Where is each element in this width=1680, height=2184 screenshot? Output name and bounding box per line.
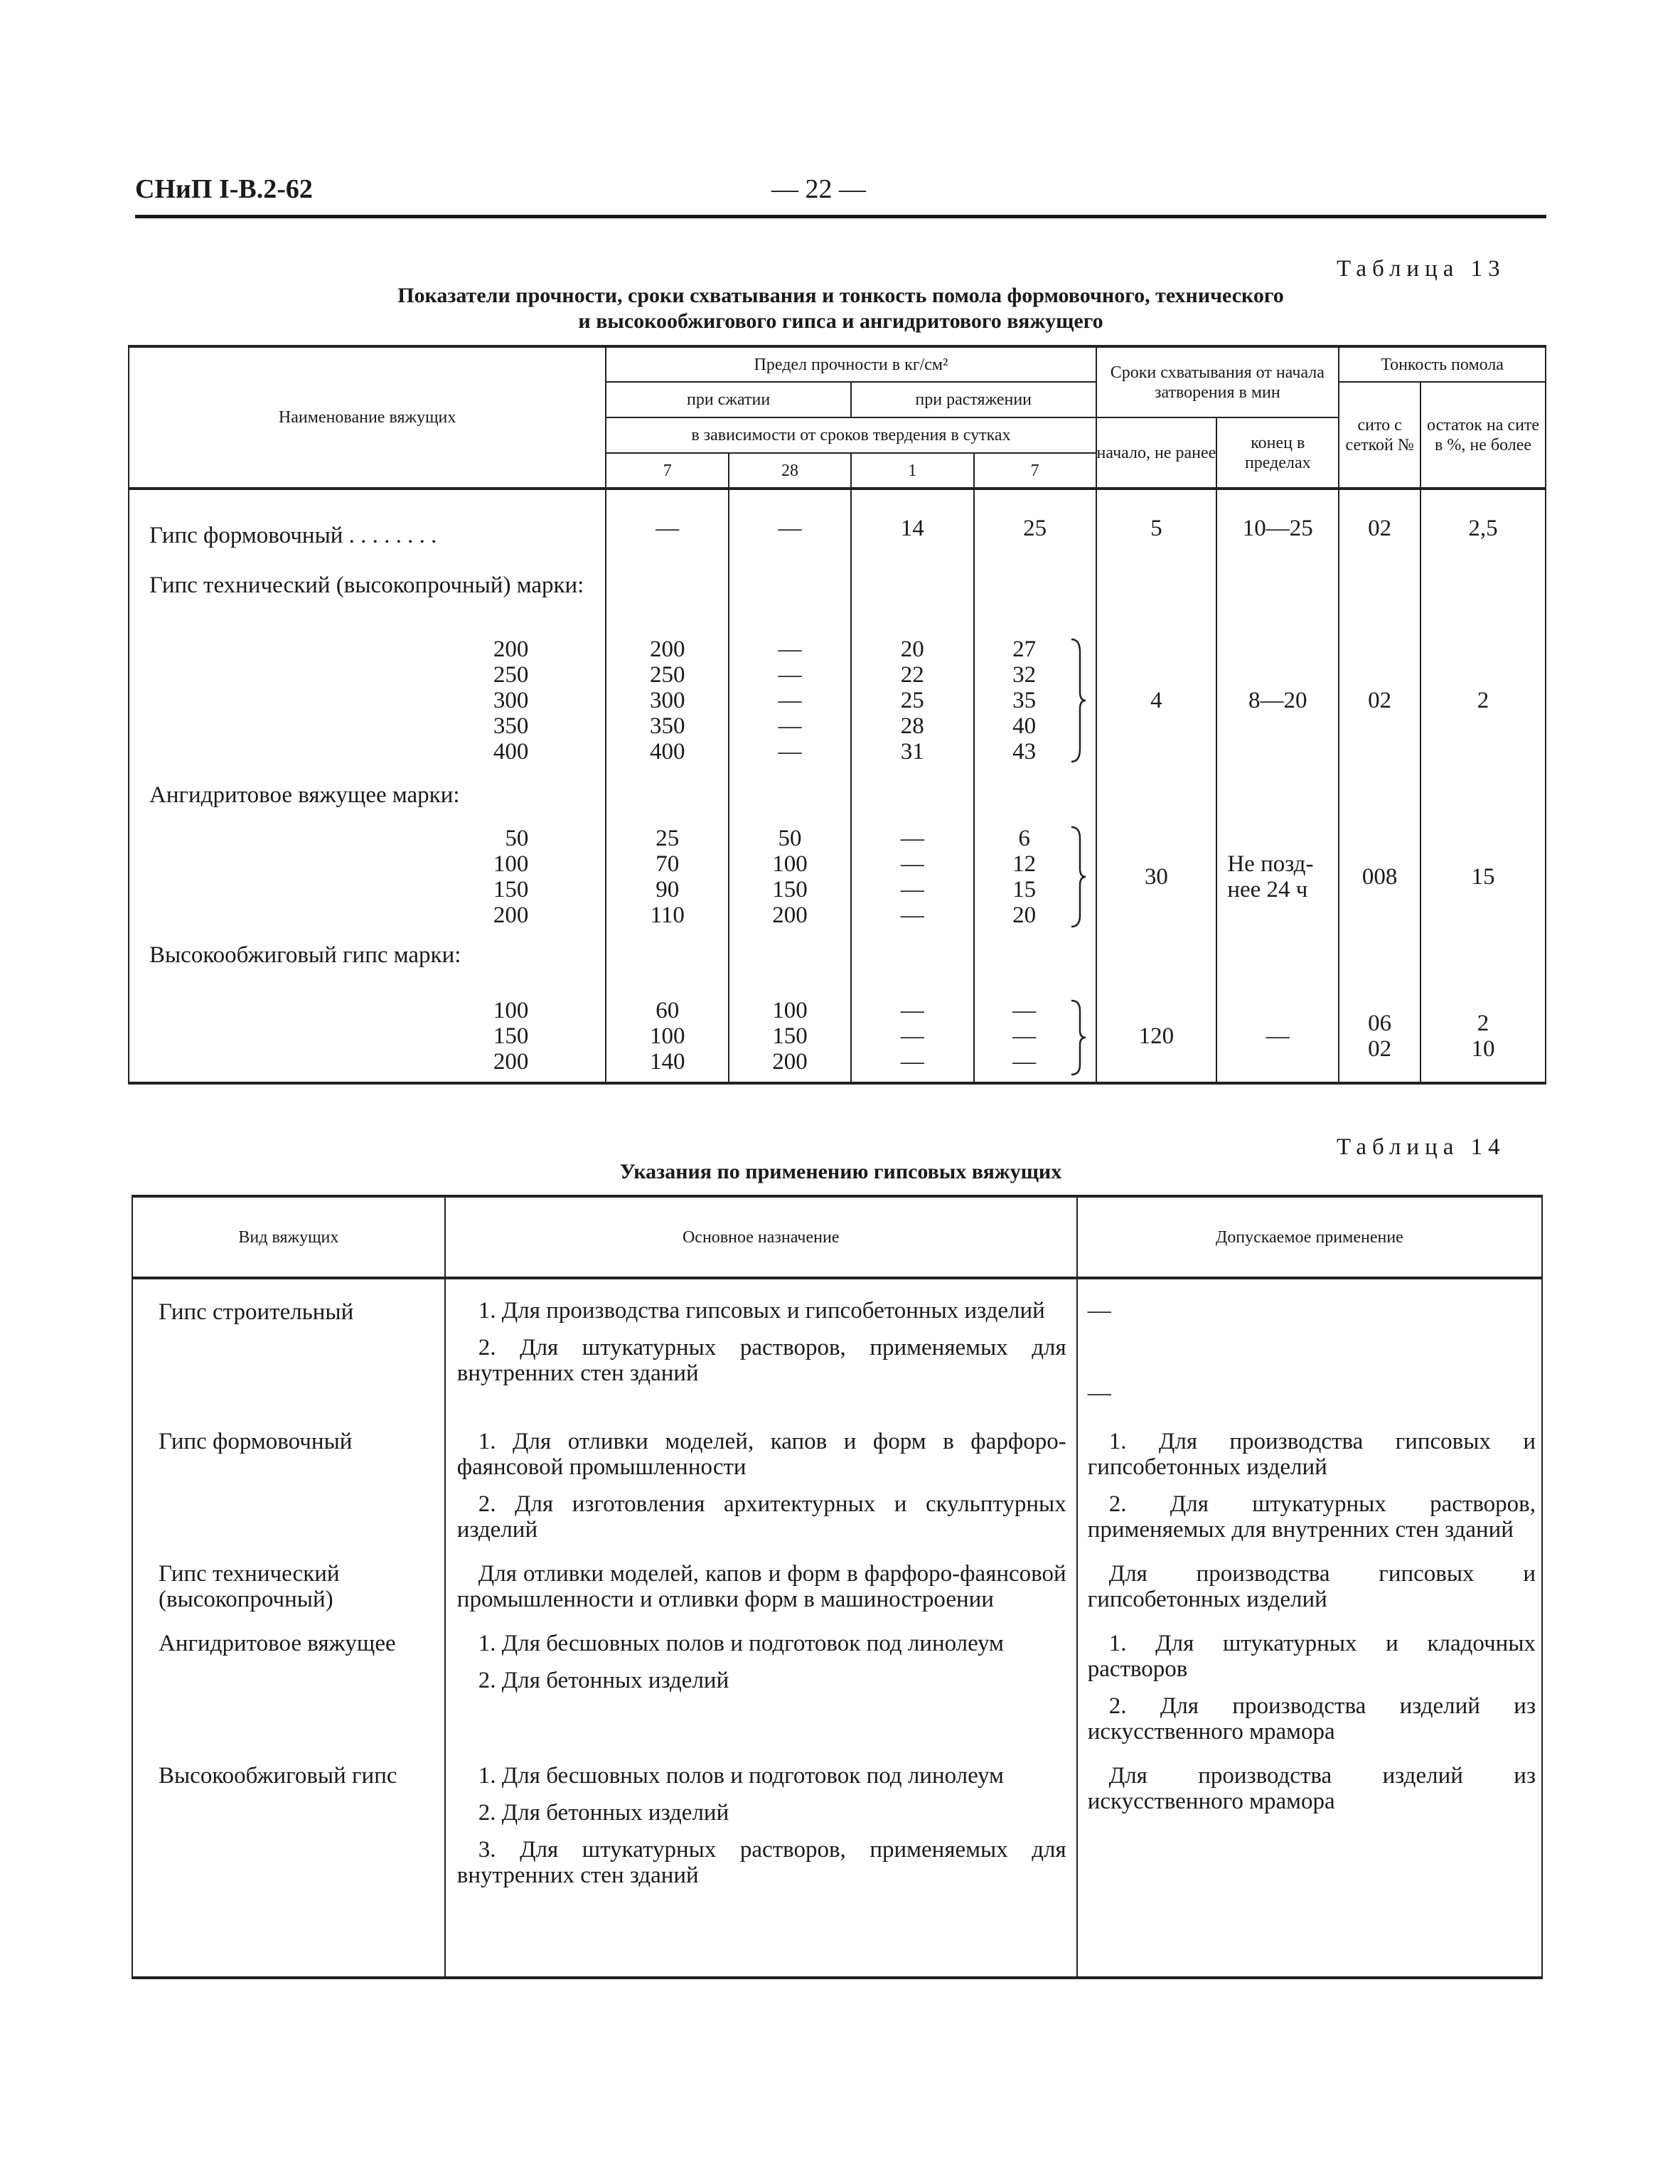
table-row	[132, 1550, 1542, 1619]
col-header-day7-tension: 7	[974, 453, 1096, 489]
cell-values: 06 02	[1339, 991, 1420, 1083]
cell-values: 27 32 35 40 43	[974, 631, 1096, 770]
allowed-use: Для производства изделий из искусственного мрамора	[1077, 1752, 1542, 1978]
col-header-fineness: Тонкость помола	[1339, 346, 1546, 382]
cell-value: 120	[1096, 991, 1217, 1083]
table-row	[129, 991, 1546, 1083]
cell-value: 15	[1420, 820, 1546, 934]
col-header-by-age: в зависимости от сроков твердения в сутках	[606, 417, 1096, 453]
col-header-residue: остаток на сите в %, не более	[1420, 382, 1546, 489]
cell-value: 2	[1420, 631, 1546, 770]
cell-value: —	[1216, 991, 1339, 1083]
cell-values: 100 150 200	[729, 991, 851, 1083]
cell-value: 02	[1339, 631, 1420, 770]
grade-list: 200 250 300 350 400	[129, 631, 606, 770]
row-name: Ангидритовое вяжущее марки:	[129, 770, 606, 820]
allowed-use: Для производства гипсовых и гипсобетонных изделий	[1077, 1550, 1542, 1619]
binder-kind: Гипс формовочный	[132, 1413, 445, 1550]
table14	[132, 1195, 1543, 1979]
col-header-compression: при сжатии	[606, 382, 851, 417]
cell-values: — — —	[851, 991, 974, 1083]
cell-values: 6 12 15 20	[974, 820, 1096, 934]
page-number: — 22 —	[771, 174, 866, 204]
binder-kind: Гипс строительный	[132, 1278, 445, 1413]
table-row	[129, 489, 1546, 567]
cell-values: — — — — —	[729, 631, 851, 770]
document-code: СНиП I-В.2-62	[135, 174, 313, 204]
col-header-kind: Вид вяжущих	[132, 1196, 445, 1278]
binder-kind: Высокообжиговый гипс	[132, 1752, 445, 1978]
table-row	[132, 1619, 1542, 1752]
cell-values: 2 10	[1420, 991, 1546, 1083]
table-row	[132, 1413, 1542, 1550]
right-brace-icon	[1070, 826, 1087, 928]
cell-value: 4	[1096, 631, 1217, 770]
cell-values: 25 70 90 110	[606, 820, 729, 934]
col-header-day28: 28	[729, 453, 851, 489]
col-header-name: Наименование вяжущих	[129, 346, 606, 489]
cell-values: 20 22 25 28 31	[851, 631, 974, 770]
cell-value: 2,5	[1420, 489, 1546, 567]
table-row	[129, 820, 1546, 934]
group-heading-row	[129, 770, 1546, 820]
main-purpose: Для отливки моделей, капов и форм в фарфоро-фаянсовой промышленности и отливки форм в машиностроении	[445, 1550, 1077, 1619]
allowed-use: — —	[1077, 1278, 1542, 1413]
table-row	[132, 1278, 1542, 1413]
row-name: Гипс формовочный . . . . . . . .	[129, 489, 606, 567]
grade-list: 100 150 200	[129, 991, 606, 1083]
table-row	[129, 631, 1546, 770]
cell-value: Не позд- нее 24 ч	[1216, 820, 1339, 934]
cell-value: 25	[974, 489, 1096, 567]
allowed-use: 1. Для штукатурных и кладочных растворов 2. Для производства изделий из искусственного мрамора	[1077, 1619, 1542, 1752]
table13-title: Показатели прочности, сроки схватывания и тонкость помола формовочного, технического и высокообжигового гипса и ангидритового вяжущего	[397, 284, 1284, 333]
table14-caption: Таблица 14	[1337, 1134, 1506, 1160]
row-name: Гипс технический (высокопрочный) марки:	[129, 567, 606, 631]
col-header-day1: 1	[851, 453, 974, 489]
table13	[128, 345, 1546, 1085]
cell-values: — — — —	[851, 820, 974, 934]
col-header-main: Основное назначение	[445, 1196, 1077, 1278]
col-header-day7-compression: 7	[606, 453, 729, 489]
table-row	[132, 1752, 1542, 1978]
cell-value: 5	[1096, 489, 1217, 567]
cell-values: — — —	[974, 991, 1096, 1083]
col-header-setting: Сроки схватывания от начала затворения в мин	[1096, 346, 1339, 417]
table14-title: Указания по применению гипсовых вяжущих	[619, 1160, 1062, 1183]
cell-value: 30	[1096, 820, 1217, 934]
grade-list: 50 100 150 200	[129, 820, 606, 934]
header-rule	[135, 215, 1546, 218]
main-purpose: 1. Для производства гипсовых и гипсобетонных изделий 2. Для штукатурных растворов, применяемых для внутренних стен зданий	[445, 1278, 1077, 1413]
cell-value: 008	[1339, 820, 1420, 934]
binder-kind: Гипс технический (высокопрочный)	[132, 1550, 445, 1619]
group-heading-row	[129, 567, 1546, 631]
col-header-start: начало, не ранее	[1096, 417, 1217, 489]
cell-value: 14	[851, 489, 974, 567]
row-name: Высокообжиговый гипс марки:	[129, 934, 606, 991]
col-header-end: конец в пределах	[1216, 417, 1339, 489]
cell-value: 8—20	[1216, 631, 1339, 770]
allowed-use: 1. Для производства гипсовых и гипсобетонных изделий 2. Для штукатурных растворов, применяемых для внутренних стен зданий	[1077, 1413, 1542, 1550]
main-purpose: 1. Для бесшовных полов и подготовок под линолеум 2. Для бетонных изделий 3. Для штукатурных растворов, применяемых для внутренних стен зданий	[445, 1752, 1077, 1978]
cell-values: 60 100 140	[606, 991, 729, 1083]
main-purpose: 1. Для отливки моделей, капов и форм в фарфоро-фаянсовой промышленности 2. Для изготовления архитектурных и скульптурных изделий	[445, 1413, 1077, 1550]
cell-values: 50 100 150 200	[729, 820, 851, 934]
table13-caption: Таблица 13	[1337, 256, 1506, 282]
group-heading-row	[129, 934, 1546, 991]
col-header-strength: Предел прочности в кг/см²	[606, 346, 1096, 382]
cell-value: —	[729, 489, 851, 567]
col-header-tension: при растяжении	[851, 382, 1096, 417]
binder-kind: Ангидритовое вяжущее	[132, 1619, 445, 1752]
col-header-sieve: сито с сеткой №	[1339, 382, 1420, 489]
col-header-allowed: Допускаемое применение	[1077, 1196, 1542, 1278]
cell-value: —	[606, 489, 729, 567]
right-brace-icon	[1070, 999, 1087, 1076]
main-purpose: 1. Для бесшовных полов и подготовок под линолеум 2. Для бетонных изделий	[445, 1619, 1077, 1752]
cell-values: 200 250 300 350 400	[606, 631, 729, 770]
right-brace-icon	[1070, 638, 1087, 763]
cell-value: 10—25	[1216, 489, 1339, 567]
cell-value: 02	[1339, 489, 1420, 567]
